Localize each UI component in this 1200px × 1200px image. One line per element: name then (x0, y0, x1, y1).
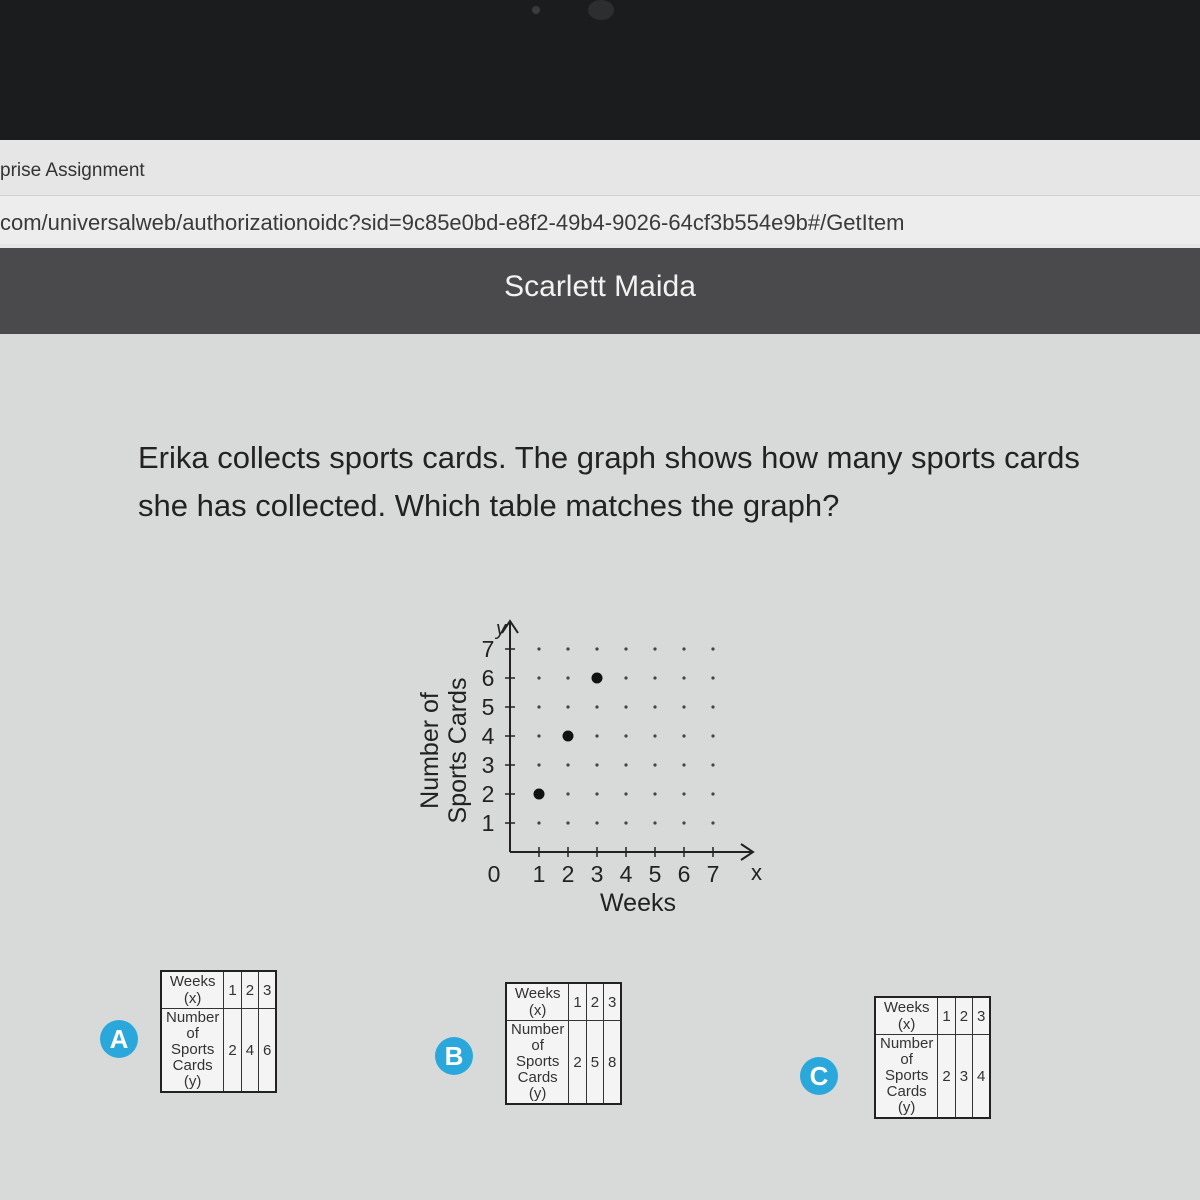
table-cell: 2 (586, 983, 603, 1021)
table-cell: 3 (259, 971, 277, 1009)
choice-badge[interactable]: A (100, 1020, 138, 1058)
grid-dot (682, 792, 685, 795)
grid-dot (711, 792, 714, 795)
y-axis-label: Number ofSports Cards (416, 677, 472, 824)
app-header (0, 248, 1200, 334)
x-tick-label: 4 (619, 861, 633, 887)
grid-dot (682, 821, 685, 824)
grid-dot (711, 821, 714, 824)
grid-dot (624, 647, 627, 650)
data-point (563, 731, 574, 742)
x-tick-label: 1 (532, 861, 546, 887)
grid-dot (566, 705, 569, 708)
y-tick-label: 3 (481, 752, 495, 778)
y-tick-label: 7 (481, 636, 495, 662)
grid-dot (624, 763, 627, 766)
table-cell: 8 (604, 1021, 622, 1105)
table-cell: 4 (241, 1009, 258, 1093)
grid-dot (682, 705, 685, 708)
y-tick-label: 4 (481, 723, 495, 749)
scatter-chart (400, 584, 780, 924)
grid-dot (682, 647, 685, 650)
row-label-cards: Number of Sports Cards (y) (875, 1035, 938, 1119)
grid-dot (711, 705, 714, 708)
table-cell: 1 (569, 983, 586, 1021)
row-label-cards: Number of Sports Cards (y) (506, 1021, 569, 1105)
grid-dot (537, 705, 540, 708)
y-tick-label: 6 (481, 665, 495, 691)
grid-dot (711, 763, 714, 766)
grid-dot (653, 647, 656, 650)
table-cell: 3 (955, 1035, 972, 1119)
x-axis-label: Weeks (600, 889, 676, 917)
x-tick-label: 2 (561, 861, 575, 887)
url-text[interactable]: com/universalweb/authorizationoidc?sid=9c85e0bd-e8f2-49b4-9026-64cf3b554e9b#/GetItem (0, 210, 905, 235)
choice-badge[interactable]: B (435, 1037, 473, 1075)
grid-dot (566, 763, 569, 766)
grid-dot (537, 676, 540, 679)
grid-dot (566, 647, 569, 650)
table-cell: 2 (241, 971, 258, 1009)
user-name: Scarlett Maida (504, 270, 696, 303)
grid-dot (595, 763, 598, 766)
data-point (534, 789, 545, 800)
grid-dot (595, 792, 598, 795)
x-tick-label: 7 (706, 861, 720, 887)
grid-dot (566, 792, 569, 795)
grid-dot (595, 821, 598, 824)
grid-dot (537, 763, 540, 766)
x-tick-label: 5 (648, 861, 662, 887)
table-cell: 5 (586, 1021, 603, 1105)
grid-dot (711, 676, 714, 679)
grid-dot (624, 705, 627, 708)
table-cell: 3 (973, 997, 991, 1035)
grid-dot (711, 647, 714, 650)
grid-dot (682, 676, 685, 679)
monitor-bezel (0, 0, 1200, 140)
row-label-weeks: Weeks (x) (506, 983, 569, 1021)
browser-tab[interactable]: prise Assignment (0, 160, 145, 181)
choice-badge[interactable]: C (800, 1057, 838, 1095)
grid-dot (653, 676, 656, 679)
x-tick-label: 3 (590, 861, 604, 887)
grid-dot (711, 734, 714, 737)
grid-dot (537, 821, 540, 824)
question-content (0, 334, 1200, 1200)
y-tick-label: 1 (481, 810, 495, 836)
row-label-weeks: Weeks (x) (161, 971, 224, 1009)
grid-dot (595, 705, 598, 708)
grid-dot (624, 676, 627, 679)
grid-dot (682, 763, 685, 766)
question-text: Erika collects sports cards. The graph shows how many sports cards she has collected. Which table matches the graph? (138, 440, 1080, 523)
y-axis-symbol: y (496, 618, 506, 640)
grid-dot (653, 763, 656, 766)
y-tick-label: 5 (481, 694, 495, 720)
row-label-cards: Number of Sports Cards (y) (161, 1009, 224, 1093)
data-point (592, 673, 603, 684)
table-cell: 1 (224, 971, 241, 1009)
grid-dot (653, 734, 656, 737)
answer-table[interactable] (874, 996, 991, 1119)
grid-dot (537, 734, 540, 737)
table-cell: 6 (259, 1009, 277, 1093)
table-cell: 3 (604, 983, 622, 1021)
grid-dot (566, 821, 569, 824)
camera-lens (588, 0, 614, 20)
grid-dot (653, 821, 656, 824)
grid-dot (595, 734, 598, 737)
table-cell: 2 (938, 1035, 955, 1119)
table-cell: 2 (569, 1021, 586, 1105)
grid-dot (624, 734, 627, 737)
table-cell: 1 (938, 997, 955, 1035)
grid-dot (566, 676, 569, 679)
table-cell: 2 (955, 997, 972, 1035)
x-tick-label: 6 (677, 861, 691, 887)
answer-table[interactable] (160, 970, 277, 1093)
camera-dot (532, 6, 540, 14)
grid-dot (682, 734, 685, 737)
grid-dot (624, 821, 627, 824)
table-cell: 4 (973, 1035, 991, 1119)
grid-dot (653, 705, 656, 708)
row-label-weeks: Weeks (x) (875, 997, 938, 1035)
grid-dot (595, 647, 598, 650)
grid-dot (537, 647, 540, 650)
y-tick-label: 2 (481, 781, 495, 807)
table-cell: 2 (224, 1009, 241, 1093)
grid-dot (653, 792, 656, 795)
grid-dot (624, 792, 627, 795)
answer-table[interactable] (505, 982, 622, 1105)
x-axis-symbol: x (751, 860, 762, 885)
address-bar[interactable] (0, 195, 1200, 244)
x-tick-label: 0 (487, 861, 501, 887)
